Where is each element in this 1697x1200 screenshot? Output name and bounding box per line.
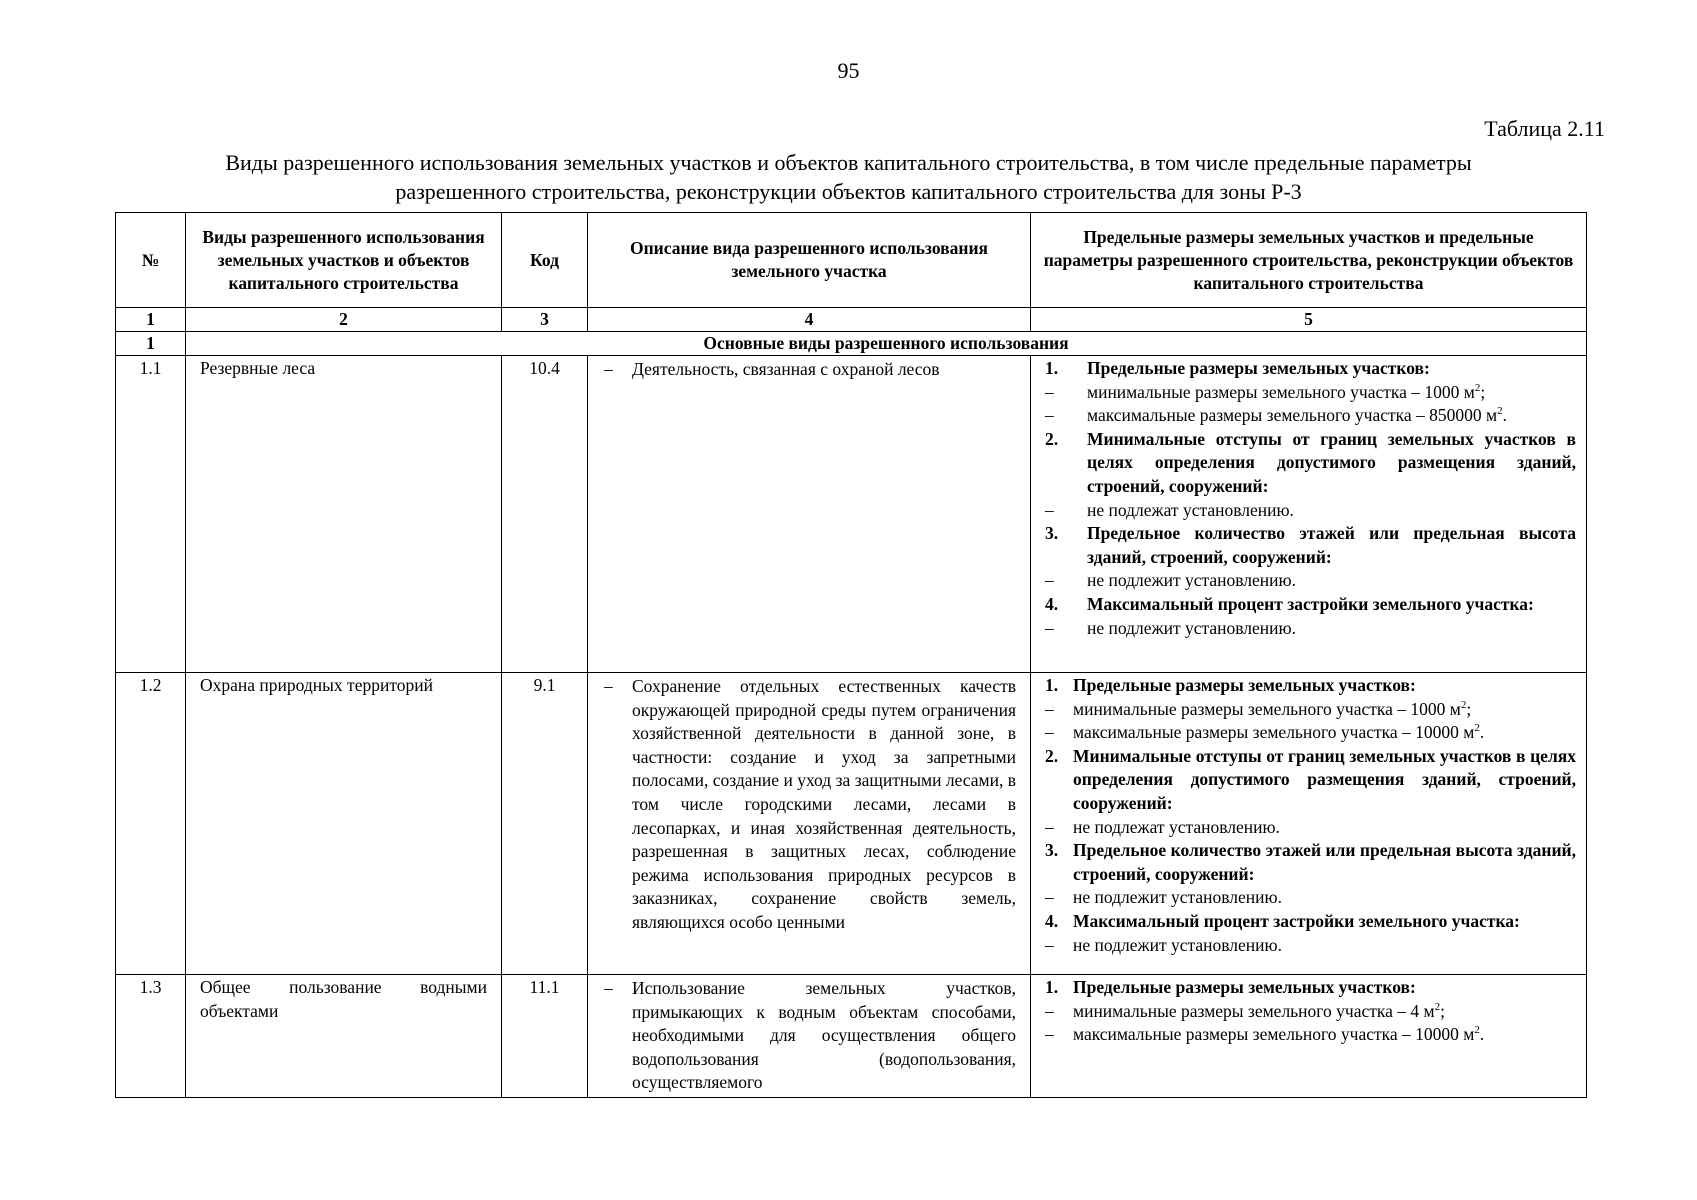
parameter-heading: Минимальные отступы от границ земельных участков в целях определения допустимого размещения зданий, строений, сооружений: [1073, 745, 1576, 813]
punctuation: ; [1480, 381, 1486, 402]
parameter-value: не подлежит установлению. [1073, 934, 1282, 955]
table-row [116, 356, 1587, 673]
title-line-2: разрешенного строительства, реконструкции объектов капитального строительства для зоны Р-3 [395, 179, 1302, 204]
dash-marker: – [604, 359, 613, 379]
parameter-value: не подлежат установлению. [1087, 499, 1294, 520]
row-number: 1.1 [116, 356, 186, 673]
row-code: 10.4 [502, 356, 588, 673]
table-row [116, 975, 1587, 1098]
list-marker: 4. [1045, 593, 1059, 614]
list-marker: 2. [1045, 428, 1059, 449]
list-marker: 4. [1045, 910, 1059, 931]
row-description: Деятельность, связанная с охраной лесов [632, 359, 940, 379]
list-marker: – [1045, 499, 1054, 520]
zoning-table [115, 212, 1587, 1098]
list-marker: 3. [1045, 523, 1059, 544]
list-marker: – [1045, 570, 1054, 591]
punctuation: . [1502, 405, 1507, 426]
list-marker: – [1045, 816, 1054, 837]
column-number-row [116, 308, 1587, 332]
list-marker: 1. [1045, 358, 1059, 378]
row-description: Использование земельных участков, примыкающих к водным объектам способами, необходимыми для осуществления общего водопользования (водопользования, осуществляемого [632, 978, 1016, 1093]
section-row [116, 332, 1587, 356]
section-number: 1 [116, 332, 186, 356]
column-number: 2 [186, 308, 502, 332]
list-marker: 2. [1045, 745, 1059, 766]
superscript: 2 [1474, 722, 1480, 735]
column-number: 3 [502, 308, 588, 332]
header-code: Код [502, 213, 588, 308]
list-marker: 3. [1045, 840, 1059, 861]
row-code: 11.1 [502, 975, 588, 1098]
dash-marker: – [604, 676, 613, 696]
parameter-value: минимальные размеры земельного участка – 4 м [1073, 1000, 1435, 1021]
title-line-1: Виды разрешенного использования земельных участков и объектов капитального строительства, в том числе предельные параметры [225, 150, 1472, 175]
parameter-heading: Максимальный процент застройки земельного участка: [1073, 910, 1520, 931]
parameter-heading: Предельные размеры земельных участков: [1087, 358, 1430, 378]
punctuation: . [1479, 1024, 1485, 1045]
list-marker: – [1045, 405, 1054, 426]
parameter-heading: Минимальные отступы от границ земельных участков в целях определения допустимого размещения зданий, строений, сооружений: [1087, 428, 1576, 496]
parameter-heading: Предельное количество этажей или предельная высота зданий, строений, сооружений: [1087, 523, 1576, 567]
parameter-value: минимальные размеры земельного участка – 1000 м [1087, 381, 1475, 402]
list-marker: 1. [1045, 977, 1059, 997]
column-number: 4 [588, 308, 1031, 332]
superscript: 2 [1474, 1024, 1480, 1037]
header-parameters: Предельные размеры земельных участков и предельные параметры разрешенного строительства, реконструкции объектов капитального строительства [1031, 213, 1587, 308]
list-marker: – [1045, 381, 1054, 402]
row-use-type: Общее пользование водными объектами [186, 975, 502, 1098]
row-code: 9.1 [502, 673, 588, 975]
row-description-cell [588, 975, 1031, 1098]
parameter-heading: Максимальный процент застройки земельного участка: [1087, 593, 1534, 614]
parameter-value: максимальные размеры земельного участка – 850000 м [1087, 405, 1498, 426]
parameter-value: не подлежит установлению. [1073, 887, 1282, 908]
list-marker: – [1045, 887, 1054, 908]
header-row [116, 213, 1587, 308]
list-marker: – [1045, 1000, 1054, 1021]
row-number: 1.3 [116, 975, 186, 1098]
list-marker: – [1045, 617, 1054, 638]
parameter-value: минимальные размеры земельного участка – 1000 м [1073, 698, 1461, 719]
row-number: 1.2 [116, 673, 186, 975]
superscript: 2 [1497, 405, 1503, 418]
row-parameters [1031, 975, 1587, 1098]
column-number: 1 [116, 308, 186, 332]
row-parameters [1031, 673, 1587, 975]
section-title: Основные виды разрешенного использования [186, 332, 1587, 356]
table-row [116, 673, 1587, 975]
row-description: Сохранение отдельных естественных качеств окружающей природной среды путем ограничения хозяйственной деятельности в данной зоне, в частности: создание и уход за запретными полосами, создание и уход за защитными лесами, в том числе городскими лесами, лесами в лесопарках, и иная хозяйственная деятельность, разрешенная в защитных лесах, соблюдение режима использования природных ресурсов в заказниках, сохранение свойств земель, являющихся особо ценными [632, 676, 1016, 932]
dash-marker: – [604, 978, 613, 998]
row-parameters [1031, 356, 1587, 673]
list-marker: 1. [1045, 675, 1059, 695]
parameter-heading: Предельные размеры земельных участков: [1073, 977, 1416, 997]
list-marker: – [1045, 1024, 1054, 1045]
superscript: 2 [1460, 698, 1467, 711]
parameter-value: не подлежат установлению. [1073, 816, 1280, 837]
punctuation: ; [1466, 698, 1472, 719]
parameter-heading: Предельное количество этажей или предельная высота зданий, строений, сооружений: [1073, 840, 1576, 884]
header-number: № [116, 213, 186, 308]
page-number: 95 [837, 58, 860, 83]
header-use-type: Виды разрешенного использования земельных участков и объектов капитального строительства [186, 213, 502, 308]
superscript: 2 [1434, 1000, 1441, 1013]
header-description: Описание вида разрешенного использования земельного участка [588, 213, 1031, 308]
column-number: 5 [1031, 308, 1587, 332]
row-use-type: Охрана природных территорий [186, 673, 502, 975]
parameter-value: максимальные размеры земельного участка – 10000 м [1073, 722, 1475, 743]
parameter-value: не подлежит установлению. [1087, 617, 1296, 638]
punctuation: . [1479, 722, 1485, 743]
row-use-type: Резервные леса [186, 356, 502, 673]
punctuation: ; [1440, 1000, 1445, 1021]
parameter-value: максимальные размеры земельного участка – 10000 м [1073, 1024, 1475, 1045]
parameter-heading: Предельные размеры земельных участков: [1073, 675, 1416, 695]
parameter-value: не подлежит установлению. [1087, 570, 1296, 591]
row-description-cell [588, 673, 1031, 975]
row-description-cell [588, 356, 1031, 673]
list-marker: – [1045, 698, 1054, 719]
superscript: 2 [1474, 381, 1481, 394]
list-marker: – [1045, 934, 1054, 955]
table-caption: Таблица 2.11 [1484, 116, 1605, 141]
list-marker: – [1045, 722, 1054, 743]
document-title [100, 148, 1597, 206]
